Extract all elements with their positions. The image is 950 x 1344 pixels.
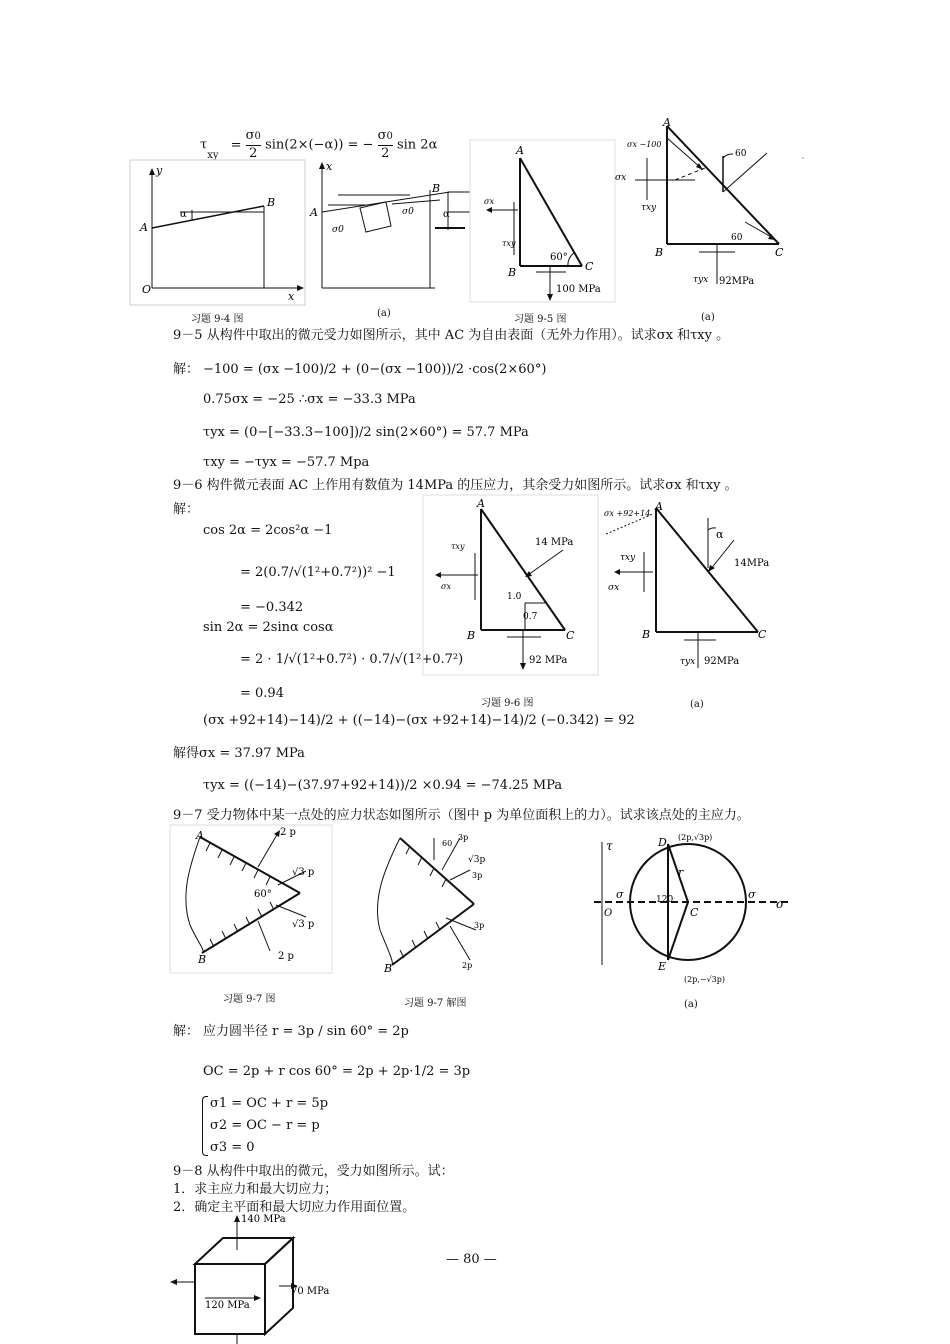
svg-text:2p: 2p: [462, 961, 473, 970]
fig94-label: y: [156, 164, 163, 177]
svg-text:60: 60: [731, 233, 743, 243]
p96-eq5: = 2 · 1/√(1²+0.7²) · 0.7/√(1²+0.7²): [240, 652, 464, 667]
svg-text:B: B: [467, 629, 476, 642]
svg-text:A: A: [140, 221, 148, 234]
svg-text:√3p: √3p: [468, 855, 486, 865]
svg-text:B: B: [655, 246, 664, 259]
svg-text:2 p: 2 p: [278, 951, 294, 962]
svg-text:92MPa: 92MPa: [704, 656, 740, 667]
fig96a-caption: (a): [690, 699, 704, 710]
svg-text:τxy: τxy: [641, 203, 657, 213]
svg-text:σx: σx: [484, 197, 494, 206]
svg-text:3p: 3p: [472, 871, 483, 880]
svg-text:C: C: [775, 246, 784, 259]
fig94a-caption: (a): [377, 308, 391, 319]
svg-text:A: A: [516, 144, 524, 157]
svg-text:C: C: [585, 260, 594, 273]
p98-item2: 2．确定主平面和最大切应力作用面位置。: [173, 1200, 416, 1215]
p96-statement: 9－6 构件微元表面 AC 上作用有数值为 14MPa 的压应力，其余受力如图所示。试求σx 和τxy 。: [173, 478, 738, 493]
svg-text:τ: τ: [606, 839, 613, 853]
p96-eq4: sin 2α = 2sinα cosα: [203, 620, 334, 635]
svg-text:B: B: [267, 196, 276, 209]
svg-text:A: A: [663, 116, 671, 129]
fig-9-8-cube: [165, 1212, 345, 1344]
p96-eq2: = 2(0.7/√(1²+0.7²))² −1: [240, 565, 396, 580]
p95-sol-label: 解：: [173, 362, 200, 377]
svg-text:B: B: [198, 953, 207, 966]
p96-eq3: = −0.342: [240, 600, 304, 615]
svg-text:σ0: σ0: [332, 225, 344, 235]
p97-brace: [202, 1096, 208, 1156]
svg-text:◦: ◦: [801, 155, 805, 162]
p95-eq4: τxy = −τyx = −57.7 Mpa: [203, 455, 370, 470]
svg-text:C: C: [566, 629, 575, 642]
fig97-sol-caption: 习题 9-7 解图: [404, 998, 467, 1009]
svg-text:120: 120: [656, 895, 674, 905]
p96-sol-label: 解：: [173, 502, 200, 517]
svg-text:14MPa: 14MPa: [734, 558, 770, 569]
svg-text:(2p,√3p): (2p,√3p): [678, 833, 713, 842]
svg-text:α: α: [716, 528, 724, 541]
svg-text:92MPa: 92MPa: [719, 276, 755, 287]
svg-text:3p: 3p: [474, 921, 485, 930]
p95-statement: 9－5 从构件中取出的微元受力如图所示，其中 AC 为自由表面（无外力作用）。试求σx 和τxy 。: [173, 328, 730, 343]
svg-text:60°: 60°: [254, 889, 272, 900]
svg-text:τyx: τyx: [680, 657, 696, 667]
svg-text:B: B: [508, 266, 517, 279]
svg-text:(2p,−√3p): (2p,−√3p): [684, 975, 726, 984]
p97-eq4: σ2 = OC − r = p: [210, 1118, 320, 1133]
svg-text:120 MPa: 120 MPa: [205, 1300, 250, 1311]
fig96-caption: 习题 9-6 图: [481, 698, 534, 709]
p97-eq5: σ3 = 0: [210, 1140, 255, 1155]
svg-text:τxy: τxy: [451, 542, 465, 551]
svg-text:B: B: [384, 962, 393, 975]
svg-text:0.7: 0.7: [523, 612, 538, 622]
p95-eq1: −100 = (σx −100)/2 + (0−(σx −100))/2 ·cos(2×60°): [203, 362, 547, 377]
page-number: — 80 —: [446, 1252, 497, 1267]
fig-9-7: [170, 825, 332, 975]
svg-text:τyx: τyx: [693, 275, 709, 285]
p96-eq6: = 0.94: [240, 686, 284, 701]
svg-text:60: 60: [735, 149, 747, 159]
top-formula: $\tau_{xy}$ = $\frac{\sigma 0}{2}$ sin(2×(−α)) = − $\frac{\sigma 0}{2}$ sin 2α: [200, 128, 438, 162]
svg-text:σx +92+14: σx +92+14: [604, 509, 651, 518]
svg-text:τxy: τxy: [502, 239, 516, 248]
svg-text:σx: σx: [615, 173, 627, 183]
svg-text:A: A: [196, 829, 204, 842]
p96-eq9: τyx = ((−14)−(37.97+92+14))/2 ×0.94 = −74.25 MPa: [203, 778, 563, 793]
fig-9-5a: [615, 118, 805, 318]
svg-text:140 MPa: 140 MPa: [241, 1214, 286, 1225]
svg-text:1.0: 1.0: [507, 592, 522, 602]
svg-text:A: A: [310, 206, 318, 219]
svg-text:σx: σx: [608, 583, 620, 593]
p97-eq1: 应力圆半径 r = 3p / sin 60° = 2p: [203, 1024, 409, 1039]
svg-text:E: E: [658, 960, 667, 973]
p97-sol-label: 解：: [173, 1024, 200, 1039]
fig-9-7-solution: [370, 830, 500, 975]
p95-eq3: τyx = (0−[−33.3−100])/2 sin(2×60°) = 57.7 MPa: [203, 425, 529, 440]
svg-text:σ0: σ0: [402, 207, 414, 217]
p98-statement: 9－8 从构件中取出的微元，受力如图所示。试：: [173, 1164, 454, 1179]
fig-9-4a: [310, 160, 470, 305]
fig-9-5: [470, 140, 615, 302]
p98-item1: 1．求主应力和最大切应力；: [173, 1182, 338, 1197]
svg-text:B: B: [642, 628, 651, 641]
svg-text:2 p: 2 p: [280, 827, 296, 838]
svg-text:α: α: [443, 209, 450, 220]
svg-text:x: x: [288, 290, 295, 303]
svg-text:O: O: [604, 908, 613, 919]
p95-eq2: 0.75σx = −25 ∴σx = −33.3 MPa: [203, 392, 416, 407]
svg-text:O: O: [142, 283, 152, 296]
svg-text:σx: σx: [441, 582, 451, 591]
svg-text:D: D: [658, 836, 667, 849]
fig97-caption: 习题 9-7 图: [223, 994, 276, 1005]
svg-text:α: α: [180, 209, 187, 220]
svg-text:92 MPa: 92 MPa: [529, 655, 568, 666]
svg-text:C: C: [758, 628, 767, 641]
p97-eq2: OC = 2p + r cos 60° = 2p + 2p·1/2 = 3p: [203, 1064, 471, 1079]
svg-text:14 MPa: 14 MPa: [535, 537, 574, 548]
fig-9-6: [423, 495, 598, 675]
mohr-circle-diagram: [590, 830, 790, 990]
svg-text:τxy: τxy: [620, 553, 636, 563]
svg-text:r: r: [678, 866, 684, 879]
fig-9-6a: [598, 500, 798, 675]
svg-text:σ: σ: [616, 888, 624, 901]
svg-text:√3 p: √3 p: [292, 919, 315, 930]
fig95a-caption: (a): [701, 312, 715, 323]
svg-text:60: 60: [442, 839, 453, 848]
fig94-caption: 习题 9-4 图: [191, 314, 244, 325]
p97-eq3: σ1 = OC + r = 5p: [210, 1096, 329, 1111]
p97-statement: 9－7 受力物体中某一点处的应力状态如图所示（图中 p 为单位面积上的力）。试求该点处的主应力。: [173, 808, 750, 823]
fig95-caption: 习题 9-5 图: [514, 314, 567, 325]
svg-text:A: A: [655, 500, 663, 513]
svg-text:σ: σ: [776, 897, 785, 911]
p96-eq1: cos 2α = 2cos²α −1: [203, 523, 333, 538]
svg-text:60°: 60°: [550, 252, 568, 263]
svg-text:A: A: [477, 497, 485, 510]
svg-text:70 MPa: 70 MPa: [291, 1286, 330, 1297]
svg-text:3p: 3p: [458, 833, 469, 842]
svg-text:C: C: [690, 906, 699, 919]
svg-text:σ: σ: [748, 888, 756, 901]
svg-text:B: B: [432, 182, 441, 195]
fig97a-caption: (a): [684, 999, 698, 1010]
fig-9-4: [130, 160, 305, 305]
svg-text:σx −100: σx −100: [627, 140, 662, 149]
svg-text:100 MPa: 100 MPa: [556, 284, 601, 295]
svg-text:√3 p: √3 p: [292, 867, 315, 878]
p96-eq8: 解得σx = 37.97 MPa: [173, 746, 305, 761]
svg-text:x: x: [326, 160, 333, 173]
p96-eq7: (σx +92+14)−14)/2 + ((−14)−(σx +92+14)−14)/2 (−0.342) = 92: [203, 713, 635, 728]
